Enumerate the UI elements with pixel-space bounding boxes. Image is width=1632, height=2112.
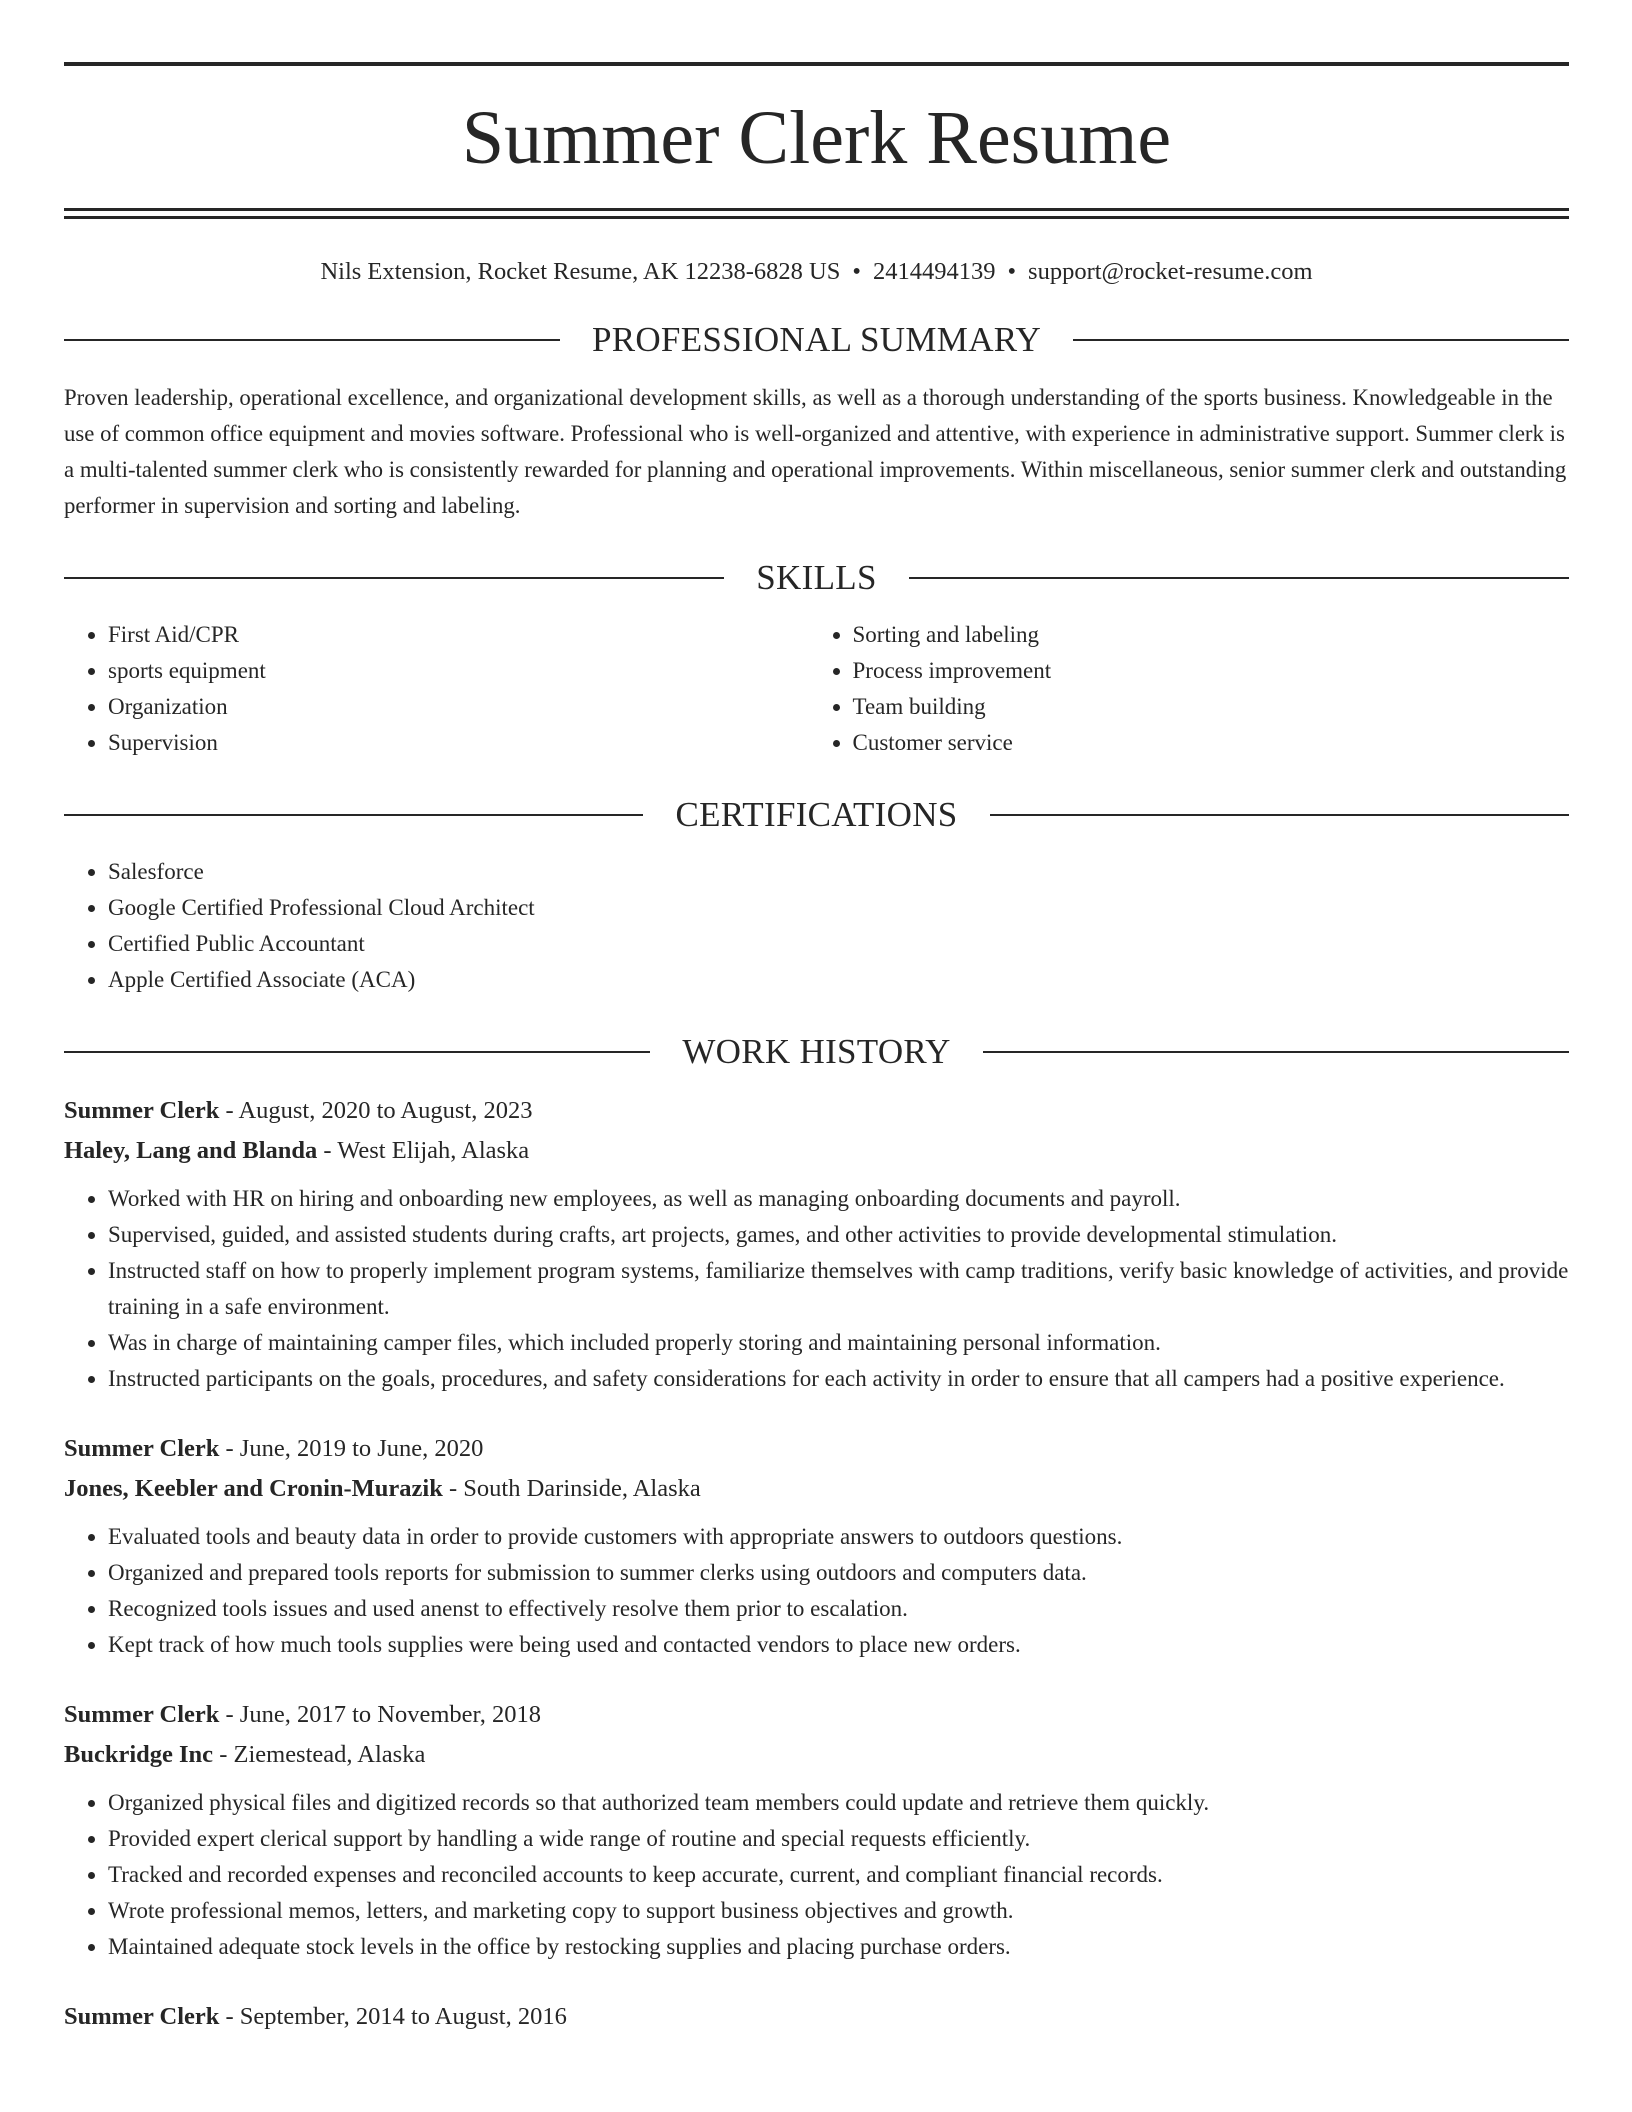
job-company: Buckridge Inc [64, 1741, 214, 1769]
job-title: Summer Clerk [64, 1097, 220, 1125]
job-company: Haley, Lang and Blanda [64, 1137, 318, 1165]
contact-address: Nils Extension, Rocket Resume, AK 12238-6828 US [320, 258, 841, 285]
job-title-line [64, 1429, 1569, 1469]
job-entry [64, 1429, 1569, 1663]
skill-item: • Sorting and labeling [853, 617, 1570, 653]
job-dates: June, 2017 to November, 2018 [239, 1701, 541, 1729]
job-entry [64, 1091, 1569, 1397]
job-dash: - [219, 1097, 239, 1125]
job-bullets [64, 1785, 1569, 1965]
certifications-list [64, 854, 1569, 998]
section-title: SKILLS [756, 558, 877, 598]
section-heading-skills [64, 558, 1569, 598]
job-dash: - [213, 1741, 234, 1769]
job-bullet: • Evaluated tools and beauty data in order to provide customers with appropriate answers to outdoors questions. [108, 1519, 1569, 1555]
job-bullet: • Worked with HR on hiring and onboarding new employees, as well as managing onboarding documents and payroll. [108, 1181, 1569, 1217]
job-bullet: • Instructed staff on how to properly implement program systems, familiarize themselves with camp traditions, verify basic knowledge of activities, and provide training in a safe environment. [108, 1253, 1569, 1325]
job-bullet: • Organized physical files and digitized records so that authorized team members could update and retrieve them quickly. [108, 1785, 1569, 1821]
job-bullet: • Recognized tools issues and used anenst to effectively resolve them prior to escalation. [108, 1591, 1569, 1627]
heading-rule-right [983, 1051, 1569, 1053]
job-location: South Darinside, Alaska [463, 1475, 701, 1503]
job-bullet: • Was in charge of maintaining camper files, which included properly storing and maintaining personal information. [108, 1325, 1569, 1361]
job-dash: - [219, 1701, 240, 1729]
skill-item: • First Aid/CPR [108, 617, 817, 653]
job-dates: June, 2019 to June, 2020 [239, 1435, 484, 1463]
heading-rule-left [64, 577, 724, 579]
section-title: WORK HISTORY [682, 1032, 951, 1072]
job-dash: - [317, 1137, 338, 1165]
contact-email[interactable]: support@rocket-resume.com [1028, 258, 1313, 285]
job-title: Summer Clerk [64, 1435, 220, 1463]
job-dash: - [442, 1475, 464, 1503]
skill-item: • Customer service [853, 725, 1570, 761]
job-company: Jones, Keebler and Cronin-Murazik [64, 1475, 443, 1503]
section-title: PROFESSIONAL SUMMARY [591, 320, 1042, 360]
heading-rule-left [64, 339, 560, 341]
skills-column-left [64, 617, 817, 761]
job-bullet: • Instructed participants on the goals, procedures, and safety considerations for each activity in order to ensure that all campers had a positive experience. [108, 1361, 1569, 1397]
summary-text: Proven leadership, operational excellence, and organizational development skills, as well as a thorough understanding of the sports business. Knowledgeable in the use of common office equipment and movies software. Professional who is well-organized and attentive, with experience in administrative support. Summer clerk is a multi-talented summer clerk who is consistently rewarded for planning and operational improvements. Within miscellaneous, senior summer clerk and outstanding performer in supervision and sorting and labeling. [64, 385, 1567, 519]
skill-item: • Process improvement [853, 653, 1570, 689]
certification-item: • Salesforce [108, 854, 1569, 890]
job-bullet: • Tracked and recorded expenses and reconciled accounts to keep accurate, current, and compliant financial records. [108, 1857, 1569, 1893]
job-bullet: • Provided expert clerical support by handling a wide range of routine and special requests efficiently. [108, 1821, 1569, 1857]
job-dash: - [219, 2003, 240, 2031]
skill-item: • Supervision [108, 725, 817, 761]
job-bullets [64, 1181, 1569, 1397]
job-title: Summer Clerk [64, 2003, 220, 2031]
job-title-line [64, 1695, 1569, 1735]
certification-item: • Certified Public Accountant [108, 926, 1569, 962]
job-bullet: • Maintained adequate stock levels in the office by restocking supplies and placing purchase orders. [108, 1929, 1569, 1965]
section-title: CERTIFICATIONS [675, 795, 958, 835]
contact-separator: • [852, 258, 861, 285]
job-bullet: • Kept track of how much tools supplies were being used and contacted vendors to place new orders. [108, 1627, 1569, 1663]
job-title: Summer Clerk [64, 1701, 220, 1729]
job-dates: September, 2014 to August, 2016 [239, 2003, 567, 2031]
section-heading-work-history [64, 1032, 1569, 1072]
job-company-line [64, 1131, 1569, 1171]
job-entry [64, 1997, 1569, 2037]
job-title-line [64, 1997, 1569, 2037]
contact-phone: 2414494139 [872, 258, 996, 285]
resume-title: Summer Clerk Resume [461, 96, 1172, 180]
section-heading-summary [64, 320, 1569, 360]
job-bullets [64, 1519, 1569, 1663]
job-company-line [64, 1735, 1569, 1775]
job-location: West Elijah, Alaska [337, 1137, 530, 1165]
heading-rule-right [990, 814, 1569, 816]
job-bullet: • Organized and prepared tools reports for submission to summer clerks using outdoors and computers data. [108, 1555, 1569, 1591]
skill-item: • sports equipment [108, 653, 817, 689]
skill-item: • Team building [853, 689, 1570, 725]
job-title-line [64, 1091, 1569, 1131]
skill-item: • Organization [108, 689, 817, 725]
heading-rule-right [909, 577, 1569, 579]
job-dash: - [219, 1435, 240, 1463]
heading-rule-right [1073, 339, 1569, 341]
heading-rule-left [64, 814, 643, 816]
job-bullet: • Supervised, guided, and assisted students during crafts, art projects, games, and other activities to provide developmental stimulation. [108, 1217, 1569, 1253]
job-entry [64, 1695, 1569, 1965]
job-company-line [64, 1469, 1569, 1509]
contact-separator: • [1007, 258, 1017, 285]
certification-item: • Apple Certified Associate (ACA) [108, 962, 1569, 998]
skills-column-right [817, 617, 1570, 761]
title-double-rule [64, 208, 1569, 219]
job-dates: August, 2020 to August, 2023 [238, 1097, 533, 1125]
skills-list [64, 617, 1569, 761]
job-location: Ziemestead, Alaska [233, 1741, 426, 1769]
job-bullet: • Wrote professional memos, letters, and marketing copy to support business objectives and growth. [108, 1893, 1569, 1929]
heading-rule-left [64, 1051, 650, 1053]
certification-item: • Google Certified Professional Cloud Architect [108, 890, 1569, 926]
contact-line [64, 257, 1569, 286]
section-heading-certifications [64, 795, 1569, 835]
